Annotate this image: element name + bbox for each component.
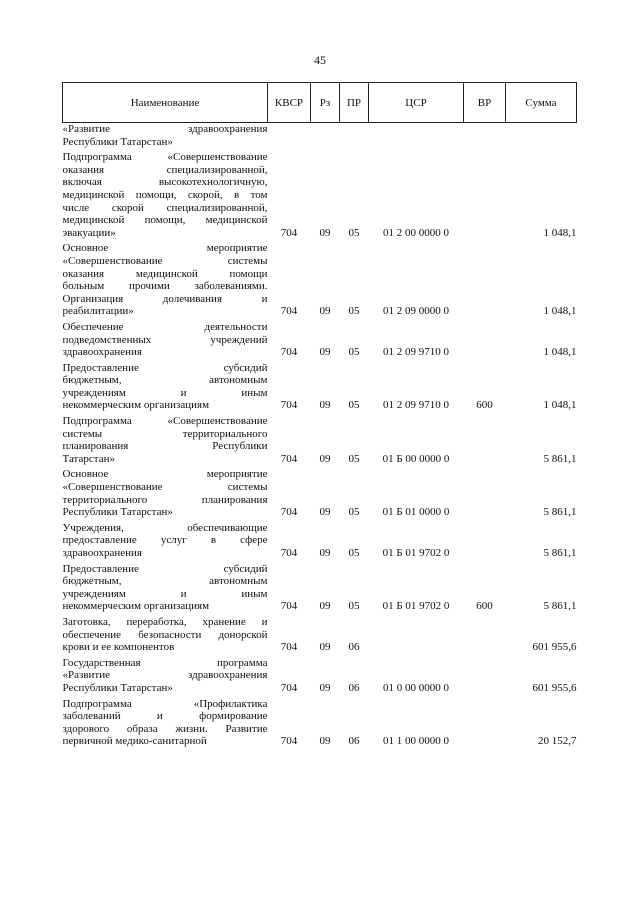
row-name-line: здравоохранения: [62, 547, 142, 559]
row-vr: 600: [476, 600, 493, 613]
row-pr: 05: [348, 305, 360, 318]
row-csr: 01 Б 01 9702 0: [382, 600, 450, 613]
row-pr: 06: [348, 681, 360, 694]
row-sum: 1 048,1: [543, 226, 577, 239]
row-name-line: обеспечение безопасности донорской: [62, 628, 268, 641]
row-name-line: «Совершенствование системы: [62, 481, 268, 494]
row-sum: 20 152,7: [538, 735, 577, 748]
row-kvsr: 704: [280, 506, 298, 519]
row-kvsr: 704: [280, 346, 298, 359]
row-rz: 09: [319, 399, 331, 412]
table-row: [63, 242, 577, 321]
row-name-line: эвакуации»: [62, 226, 116, 239]
header-csr: ЦСР: [369, 83, 464, 123]
row-name-line: «Развитие здравоохранения: [62, 669, 268, 682]
row-vr: [464, 415, 506, 468]
row-name-line: территориального планирования: [62, 493, 268, 506]
row-rz: 09: [319, 506, 331, 519]
row-rz: [311, 123, 340, 152]
row-pr: 05: [348, 452, 360, 465]
row-vr: [464, 468, 506, 521]
row-name-line: заболеваний и формирование: [62, 710, 268, 723]
row-vr: [464, 123, 506, 152]
row-name-line: Основное мероприятие: [62, 242, 268, 255]
row-rz: 09: [319, 600, 331, 613]
row-name-line: здравоохранения: [62, 346, 142, 359]
page-number: 45: [314, 53, 326, 67]
row-sum: 601 955,6: [532, 681, 577, 694]
row-vr: 600: [476, 399, 493, 412]
row-rz: 09: [319, 735, 331, 748]
row-name-line: Заготовка, переработка, хранение и: [62, 615, 268, 628]
header-name: Наименование: [63, 83, 268, 123]
row-name-line: «Развитие здравоохранения: [62, 123, 268, 135]
row-name: [63, 468, 268, 521]
row-name-line: Республики Татарстан»: [62, 135, 173, 148]
row-csr: 01 0 00 0000 0: [383, 681, 449, 694]
row-name: [63, 362, 268, 415]
row-name-line: Основное мероприятие: [62, 468, 268, 481]
table-row: [63, 151, 577, 242]
row-csr: [369, 616, 464, 657]
row-name-line: больным прочими заболеваниями.: [62, 280, 268, 293]
row-name-line: Подпрограмма «Совершенствование: [62, 415, 268, 428]
table-header-row: [63, 83, 577, 123]
row-name-line: Организация долечивания и: [62, 292, 268, 305]
row-name-line: «Совершенствование системы: [62, 254, 268, 267]
row-kvsr: 704: [280, 305, 298, 318]
table-row: [63, 321, 577, 362]
header-pr: ПР: [340, 83, 369, 123]
row-csr: 01 2 09 9710 0: [383, 346, 449, 359]
row-pr: 05: [348, 547, 360, 559]
table-row: [63, 616, 577, 657]
row-rz: 09: [319, 346, 331, 359]
row-pr: 05: [348, 399, 360, 412]
row-name-line: подведомственных учреждений: [62, 333, 268, 346]
row-csr: 01 2 09 0000 0: [383, 305, 449, 318]
row-name-line: Предоставление субсидий: [62, 562, 268, 575]
row-kvsr: [268, 123, 311, 152]
budget-table: [62, 82, 577, 751]
row-name-line: здорового образа жизни. Развитие: [62, 722, 268, 735]
row-vr: [464, 522, 506, 563]
row-name: [63, 657, 268, 698]
row-name-line: некоммерческим организациям: [62, 600, 210, 613]
row-name: [63, 698, 268, 751]
header-rz: Рз: [311, 83, 340, 123]
row-kvsr: 704: [280, 547, 298, 559]
table-row: [63, 362, 577, 415]
row-name: [63, 242, 268, 321]
row-name-line: медицинской помощи, медицинской: [62, 214, 268, 227]
row-name: [63, 522, 268, 563]
row-csr: 01 2 00 0000 0: [383, 226, 449, 239]
row-pr: [340, 123, 369, 152]
row-name-line: Татарстан»: [62, 452, 115, 465]
row-sum: 5 861,1: [543, 600, 577, 613]
row-csr: [369, 123, 464, 152]
table-body: [63, 123, 577, 751]
row-name-line: Подпрограмма «Профилактика: [62, 697, 268, 710]
table-row: [63, 657, 577, 698]
row-name-line: включая высокотехнологичную,: [62, 176, 268, 189]
row-rz: 09: [319, 681, 331, 694]
row-rz: 09: [319, 452, 331, 465]
header-vr: ВР: [464, 83, 506, 123]
table-row: [63, 123, 577, 152]
row-vr: [464, 242, 506, 321]
row-name-line: реабилитации»: [62, 305, 134, 318]
row-name-line: Обеспечение деятельности: [62, 320, 268, 333]
row-vr: [464, 698, 506, 751]
row-vr: [464, 616, 506, 657]
row-name-line: системы территориального: [62, 427, 268, 440]
row-kvsr: 704: [280, 600, 298, 613]
row-pr: 05: [348, 600, 360, 613]
row-name-line: Республики Татарстан»: [62, 506, 173, 519]
header-sum: Сумма: [506, 83, 577, 123]
row-name-line: оказания медицинской помощи: [62, 267, 268, 280]
row-name-line: бюджетным, автономным: [62, 575, 268, 588]
row-kvsr: 704: [280, 641, 298, 654]
table-row: [63, 563, 577, 616]
row-sum: [506, 123, 577, 152]
row-kvsr: 704: [280, 226, 298, 239]
row-kvsr: 704: [280, 681, 298, 694]
row-sum: 1 048,1: [543, 346, 577, 359]
table-row: [63, 698, 577, 751]
row-name-line: учреждениям и иным: [62, 386, 268, 399]
row-sum: 5 861,1: [543, 506, 577, 519]
row-name-line: планирования Республики: [62, 440, 268, 453]
row-rz: 09: [319, 305, 331, 318]
row-name-line: первичной медико-санитарной: [62, 735, 207, 748]
row-sum: 5 861,1: [543, 452, 577, 465]
row-csr: 01 Б 01 0000 0: [382, 506, 450, 519]
row-name-line: предоставление услуг в сфере: [62, 534, 268, 547]
row-kvsr: 704: [280, 399, 298, 412]
row-name: [63, 321, 268, 362]
row-pr: 06: [348, 735, 360, 748]
row-sum: 5 861,1: [543, 547, 577, 559]
row-kvsr: 704: [280, 735, 298, 748]
row-vr: [464, 321, 506, 362]
row-name-line: крови и ее компонентов: [62, 641, 175, 654]
row-rz: 09: [319, 226, 331, 239]
table-row: [63, 415, 577, 468]
row-rz: 09: [319, 547, 331, 559]
row-vr: [464, 151, 506, 242]
row-name-line: учреждениям и иным: [62, 587, 268, 600]
row-csr: 01 2 09 9710 0: [383, 399, 449, 412]
row-name-line: Учреждения, обеспечивающие: [62, 521, 268, 534]
row-name: [63, 563, 268, 616]
header-kvsr: КВСР: [268, 83, 311, 123]
row-csr: 01 1 00 0000 0: [383, 735, 449, 748]
row-name: [63, 415, 268, 468]
row-pr: 05: [348, 226, 360, 239]
table-row: [63, 522, 577, 563]
row-name: [63, 123, 268, 152]
row-pr: 05: [348, 346, 360, 359]
row-sum: 601 955,6: [532, 641, 577, 654]
row-pr: 06: [348, 641, 360, 654]
row-kvsr: 704: [280, 452, 298, 465]
row-name-line: некоммерческим организациям: [62, 399, 210, 412]
row-csr: 01 Б 01 9702 0: [382, 547, 450, 559]
table-row: [63, 468, 577, 521]
row-pr: 05: [348, 506, 360, 519]
row-name-line: Подпрограмма «Совершенствование: [62, 151, 268, 164]
row-name-line: медицинской помощи, скорой, в том: [62, 188, 268, 201]
row-name-line: бюджетным, автономным: [62, 374, 268, 387]
row-name: [63, 616, 268, 657]
row-name-line: Государственная программа: [62, 656, 268, 669]
row-name-line: Республики Татарстан»: [62, 681, 173, 694]
row-name: [63, 151, 268, 242]
row-name-line: Предоставление субсидий: [62, 361, 268, 374]
row-vr: [464, 657, 506, 698]
row-sum: 1 048,1: [543, 305, 577, 318]
row-name-line: оказания специализированной,: [62, 163, 268, 176]
row-csr: 01 Б 00 0000 0: [382, 452, 450, 465]
row-rz: 09: [319, 641, 331, 654]
row-name-line: числе скорой специализированной,: [62, 201, 268, 214]
row-sum: 1 048,1: [543, 399, 577, 412]
